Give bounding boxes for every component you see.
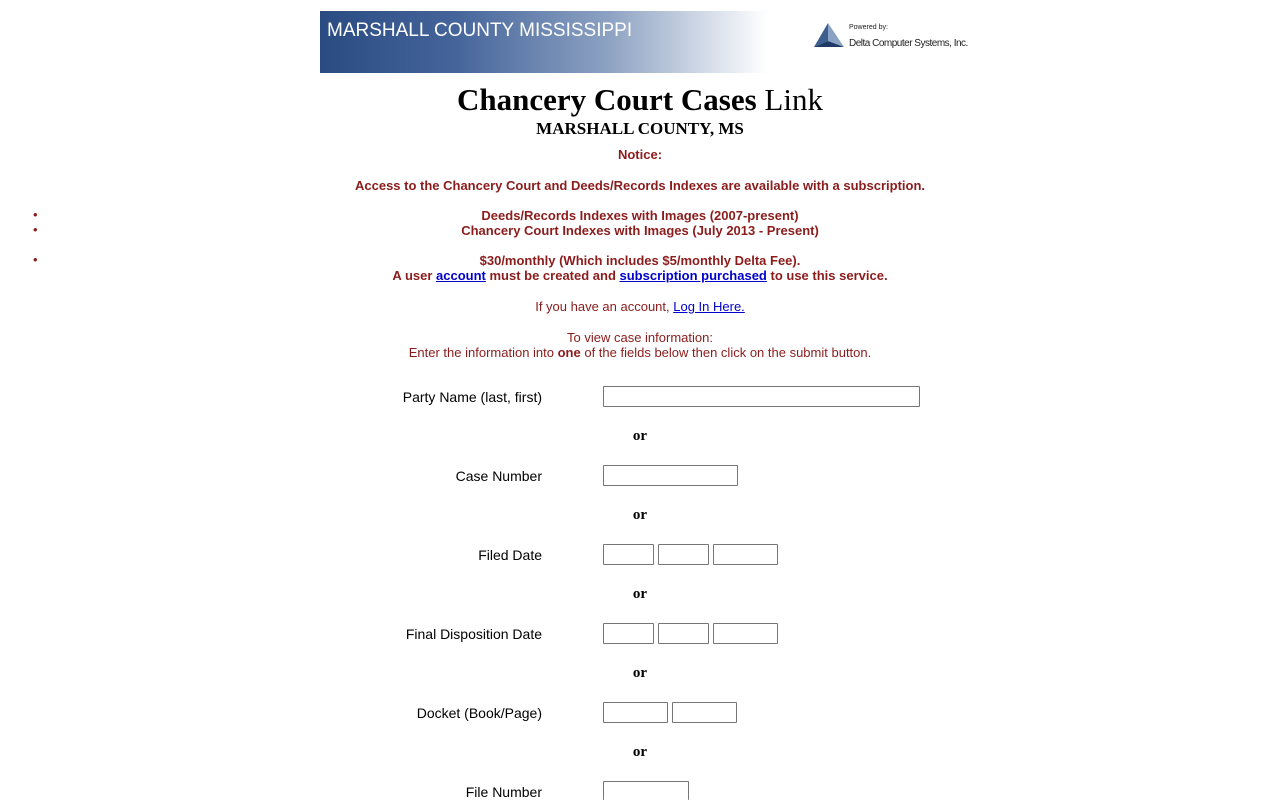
or-separator: or — [632, 586, 648, 602]
case-number-input[interactable] — [603, 465, 738, 486]
user-text-suffix: to use this service. — [766, 268, 888, 283]
banner-title: MARSHALL COUNTY MISSISSIPPI — [327, 20, 633, 41]
or-separator: or — [632, 744, 648, 760]
file-number-label: File Number — [465, 784, 542, 800]
docket-book-input[interactable] — [603, 702, 668, 723]
account-link[interactable]: account — [436, 268, 486, 283]
company-name: Delta Computer Systems, Inc. — [849, 38, 968, 49]
notice-user-account-text — [0, 268, 1280, 283]
filed-date-day-input[interactable] — [658, 544, 709, 565]
instructions-line1: To view case information: — [567, 330, 713, 345]
header-banner — [320, 11, 968, 73]
delta-logo-icon — [814, 23, 846, 49]
page-title-bold: Chancery Court Cases — [457, 82, 757, 117]
notice-bullet-chancery: Chancery Court Indexes with Images (July 2013 - Present) — [461, 223, 819, 238]
docket-page-input[interactable] — [672, 702, 737, 723]
instructions-line2 — [0, 345, 1280, 360]
filed-date-month-input[interactable] — [603, 544, 654, 565]
page-title-plain: Link — [756, 82, 823, 117]
bullet-marker: • — [33, 222, 38, 237]
final-disposition-day-input[interactable] — [658, 623, 709, 644]
filed-date-label: Filed Date — [478, 547, 542, 563]
powered-by-label: Powered by: — [849, 24, 888, 31]
or-separator: or — [632, 428, 648, 444]
or-separator: or — [632, 665, 648, 681]
party-name-label: Party Name (last, first) — [402, 389, 542, 405]
page-title — [0, 82, 1280, 118]
page-subtitle: MARSHALL COUNTY, MS — [536, 119, 744, 138]
filed-date-year-input[interactable] — [713, 544, 778, 565]
bullet-marker: • — [33, 207, 38, 222]
instructions-prefix: Enter the information into — [408, 345, 558, 360]
banner-image — [320, 11, 767, 73]
instructions-bold: one — [557, 345, 581, 360]
or-separator: or — [632, 507, 648, 523]
notice-heading: Notice: — [617, 147, 663, 162]
final-disposition-year-input[interactable] — [713, 623, 778, 644]
final-disposition-date-label: Final Disposition Date — [405, 626, 542, 642]
user-text-prefix: A user — [392, 268, 437, 283]
login-prefix: If you have an account, — [535, 299, 674, 314]
user-text-middle: must be created and — [485, 268, 620, 283]
login-link[interactable]: Log In Here. — [673, 299, 745, 314]
notice-bullet-deeds: Deeds/Records Indexes with Images (2007-present) — [481, 208, 799, 223]
instructions-suffix: of the fields below then click on the submit button. — [580, 345, 872, 360]
case-number-label: Case Number — [455, 468, 542, 484]
party-name-input[interactable] — [603, 386, 920, 407]
notice-bullet-price: $30/monthly (Which includes $5/monthly Delta Fee). — [479, 253, 801, 268]
login-text — [0, 299, 1280, 314]
subscription-link[interactable]: subscription purchased — [619, 268, 767, 283]
docket-label: Docket (Book/Page) — [416, 705, 542, 721]
notice-access-text: Access to the Chancery Court and Deeds/Records Indexes are available with a subscription. — [354, 178, 926, 193]
final-disposition-month-input[interactable] — [603, 623, 654, 644]
file-number-input[interactable] — [603, 781, 689, 800]
bullet-marker: • — [33, 252, 38, 267]
